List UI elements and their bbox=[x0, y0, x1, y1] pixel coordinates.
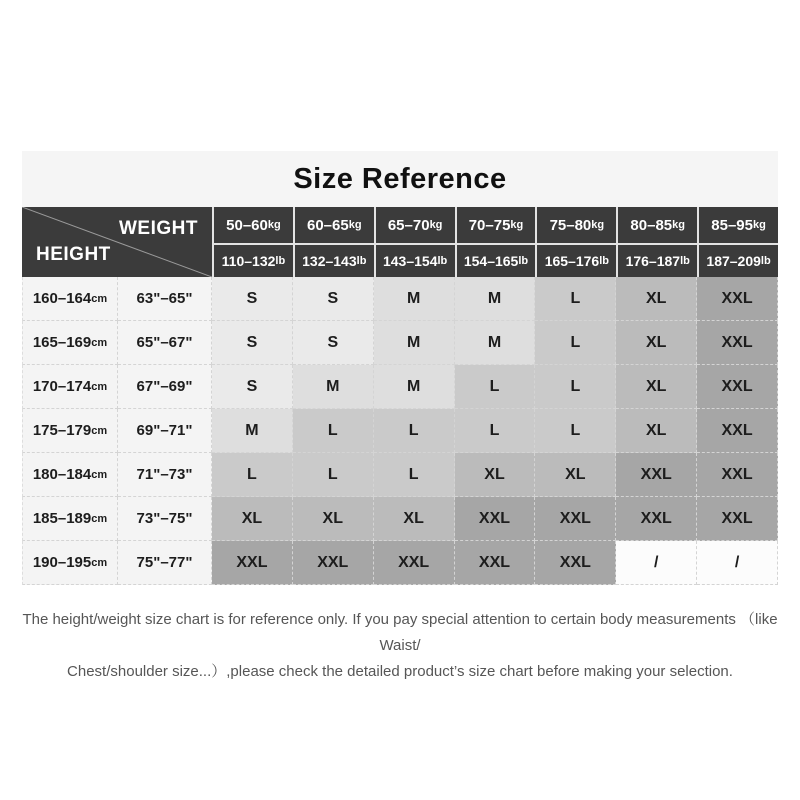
size-cell: XL bbox=[374, 497, 455, 541]
size-cell: L bbox=[535, 365, 616, 409]
size-cell: S bbox=[212, 321, 293, 365]
weight-lb-header: 154–165 lb bbox=[455, 243, 536, 277]
size-cell: XXL bbox=[697, 453, 778, 497]
size-cell: L bbox=[535, 321, 616, 365]
size-cell: L bbox=[293, 453, 374, 497]
size-table bbox=[22, 207, 778, 585]
size-chart-sheet bbox=[22, 151, 778, 685]
size-cell: L bbox=[374, 453, 455, 497]
height-cm-cell: 180–184 cm bbox=[22, 453, 118, 497]
height-inch-cell: 65"–67" bbox=[118, 321, 212, 365]
size-cell: L bbox=[535, 277, 616, 321]
page-title: Size Reference bbox=[293, 162, 507, 195]
height-cm-cell: 185–189 cm bbox=[22, 497, 118, 541]
size-cell: L bbox=[212, 453, 293, 497]
size-cell: L bbox=[293, 409, 374, 453]
height-cm-cell: 160–164 cm bbox=[22, 277, 118, 321]
height-inch-cell: 69"–71" bbox=[118, 409, 212, 453]
size-cell: XXL bbox=[697, 321, 778, 365]
weight-kg-header: 50–60 kg bbox=[212, 207, 293, 243]
height-inch-cell: 73"–75" bbox=[118, 497, 212, 541]
height-cm-cell: 165–169 cm bbox=[22, 321, 118, 365]
size-cell: XXL bbox=[212, 541, 293, 585]
height-cm-cell: 175–179 cm bbox=[22, 409, 118, 453]
cm-unit: cm bbox=[91, 336, 108, 349]
weight-lb-header: 143–154 lb bbox=[374, 243, 455, 277]
weight-lb-header: 132–143 lb bbox=[293, 243, 374, 277]
size-cell: XL bbox=[616, 365, 697, 409]
size-cell: XXL bbox=[697, 365, 778, 409]
weight-lb-header: 187–209 lb bbox=[697, 243, 778, 277]
size-cell: XXL bbox=[697, 409, 778, 453]
footnote-line-2: Chest/shoulder size...）,please check the detailed product’s size chart before making your selection. bbox=[67, 663, 733, 680]
kg-unit: kg bbox=[591, 219, 605, 231]
size-cell: XL bbox=[455, 453, 536, 497]
size-cell: L bbox=[455, 409, 536, 453]
lb-unit: lb bbox=[437, 255, 448, 267]
size-cell: XXL bbox=[616, 453, 697, 497]
lb-unit: lb bbox=[275, 255, 286, 267]
weight-lb-header: 110–132 lb bbox=[212, 243, 293, 277]
cm-unit: cm bbox=[91, 380, 108, 393]
cm-unit: cm bbox=[91, 292, 108, 305]
height-weight-corner-cell bbox=[22, 207, 212, 277]
size-cell: L bbox=[374, 409, 455, 453]
size-cell: XL bbox=[212, 497, 293, 541]
size-cell: S bbox=[212, 277, 293, 321]
height-inch-cell: 75"–77" bbox=[118, 541, 212, 585]
lb-unit: lb bbox=[356, 255, 367, 267]
cm-unit: cm bbox=[91, 556, 108, 569]
weight-kg-header: 65–70 kg bbox=[374, 207, 455, 243]
height-cm-cell: 170–174 cm bbox=[22, 365, 118, 409]
size-cell: / bbox=[697, 541, 778, 585]
size-cell: XL bbox=[616, 321, 697, 365]
size-cell: XXL bbox=[697, 277, 778, 321]
size-cell: M bbox=[374, 321, 455, 365]
size-cell: L bbox=[455, 365, 536, 409]
size-cell: XXL bbox=[697, 497, 778, 541]
height-inch-cell: 71"–73" bbox=[118, 453, 212, 497]
weight-kg-header: 85–95 kg bbox=[697, 207, 778, 243]
kg-unit: kg bbox=[753, 219, 766, 231]
size-cell: M bbox=[212, 409, 293, 453]
cm-unit: cm bbox=[91, 512, 108, 525]
size-cell: M bbox=[455, 321, 536, 365]
size-cell: S bbox=[293, 321, 374, 365]
weight-lb-header: 176–187 lb bbox=[616, 243, 697, 277]
kg-unit: kg bbox=[267, 219, 281, 231]
footnote-line-1: The height/weight size chart is for reference only. If you pay special attention to certain body measurements （like Waist/ bbox=[22, 611, 778, 654]
size-cell: XXL bbox=[293, 541, 374, 585]
size-cell: / bbox=[616, 541, 697, 585]
height-axis-label: HEIGHT bbox=[36, 244, 111, 265]
height-cm-cell: 190–195 cm bbox=[22, 541, 118, 585]
size-cell: S bbox=[293, 277, 374, 321]
lb-unit: lb bbox=[599, 255, 609, 267]
size-cell: XL bbox=[293, 497, 374, 541]
reference-footnote bbox=[22, 607, 778, 685]
kg-unit: kg bbox=[672, 219, 685, 231]
size-cell: S bbox=[212, 365, 293, 409]
weight-kg-header: 70–75 kg bbox=[455, 207, 536, 243]
weight-axis-label: WEIGHT bbox=[119, 218, 198, 239]
size-cell: XXL bbox=[535, 497, 616, 541]
size-cell: XL bbox=[616, 277, 697, 321]
size-cell: XL bbox=[616, 409, 697, 453]
size-cell: XXL bbox=[455, 541, 536, 585]
cm-unit: cm bbox=[91, 468, 108, 481]
size-cell: XXL bbox=[535, 541, 616, 585]
weight-kg-header: 60–65 kg bbox=[293, 207, 374, 243]
title-band bbox=[22, 151, 778, 207]
size-cell: XXL bbox=[374, 541, 455, 585]
size-cell: M bbox=[374, 277, 455, 321]
kg-unit: kg bbox=[429, 219, 443, 231]
lb-unit: lb bbox=[518, 255, 529, 267]
size-cell: XXL bbox=[455, 497, 536, 541]
lb-unit: lb bbox=[680, 255, 690, 267]
weight-kg-header: 75–80 kg bbox=[535, 207, 616, 243]
size-cell: M bbox=[455, 277, 536, 321]
size-cell: M bbox=[374, 365, 455, 409]
kg-unit: kg bbox=[510, 219, 524, 231]
kg-unit: kg bbox=[348, 219, 362, 231]
weight-kg-header: 80–85 kg bbox=[616, 207, 697, 243]
size-cell: M bbox=[293, 365, 374, 409]
weight-lb-header: 165–176 lb bbox=[535, 243, 616, 277]
size-cell: XL bbox=[535, 453, 616, 497]
cm-unit: cm bbox=[91, 424, 108, 437]
lb-unit: lb bbox=[760, 255, 771, 267]
height-inch-cell: 67"–69" bbox=[118, 365, 212, 409]
height-inch-cell: 63"–65" bbox=[118, 277, 212, 321]
size-cell: L bbox=[535, 409, 616, 453]
size-cell: XXL bbox=[616, 497, 697, 541]
